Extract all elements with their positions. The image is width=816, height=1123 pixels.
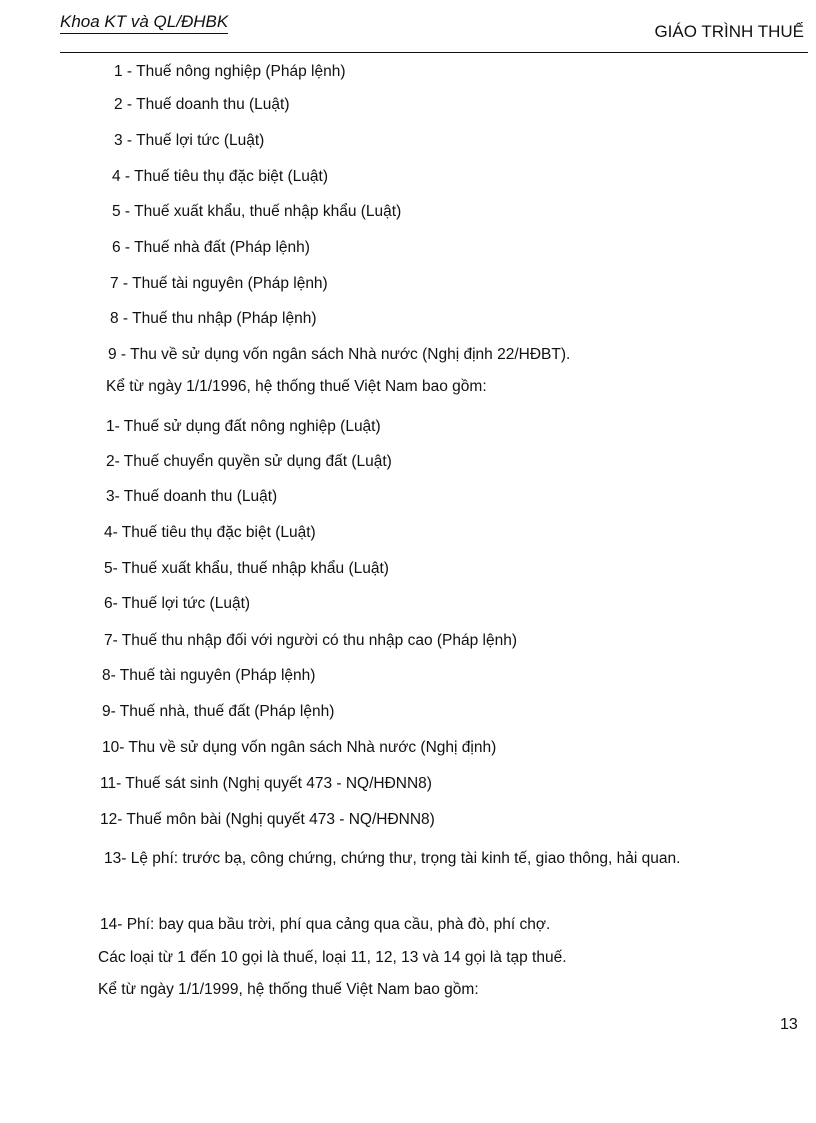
list-a-item: 9 - Thu về sử dụng vốn ngân sách Nhà nước (Nghị định 22/HĐBT).	[108, 346, 571, 363]
intro-1996: Kể từ ngày 1/1/1996, hệ thống thuế Việt Nam bao gồm:	[106, 378, 487, 395]
page-number: 13	[780, 1016, 798, 1033]
list-a-item: 1 - Thuế nông nghiệp (Pháp lệnh)	[114, 63, 346, 80]
list-b-item: 5- Thuế xuất khẩu, thuế nhập khẩu (Luật)	[104, 560, 389, 577]
list-b-item: 12- Thuế môn bài (Nghị quyết 473 - NQ/HĐNN8)	[100, 811, 435, 828]
header-rule	[60, 52, 808, 53]
list-a-item: 3 - Thuế lợi tức (Luật)	[114, 132, 265, 149]
list-b-item: 11- Thuế sát sinh (Nghị quyết 473 - NQ/HĐNN8)	[100, 775, 432, 792]
item-13: 13- Lệ phí: trước bạ, công chứng, chứng thư, trọng tài kinh tế, giao thông, hải quan.	[104, 850, 681, 867]
header-book-title: GIÁO TRÌNH THUẾ	[654, 22, 804, 41]
list-a-item: 4 - Thuế tiêu thụ đặc biệt (Luật)	[112, 168, 328, 185]
list-b-item: 4- Thuế tiêu thụ đặc biệt (Luật)	[104, 524, 316, 541]
list-a-item: 8 - Thuế thu nhập (Pháp lệnh)	[110, 310, 317, 327]
header-faculty: Khoa KT và QL/ĐHBK	[60, 12, 228, 34]
list-b-item: 9- Thuế nhà, thuế đất (Pháp lệnh)	[102, 703, 335, 720]
list-b-item: 8- Thuế tài nguyên (Pháp lệnh)	[102, 667, 316, 684]
list-b-item: 1- Thuế sử dụng đất nông nghiệp (Luật)	[106, 418, 381, 435]
list-a-item: 2 - Thuế doanh thu (Luật)	[114, 96, 290, 113]
list-b-item: 7- Thuế thu nhập đối với người có thu nhập cao (Pháp lệnh)	[104, 632, 518, 649]
intro-1999: Kể từ ngày 1/1/1999, hệ thống thuế Việt Nam bao gồm:	[98, 981, 479, 998]
item-14: 14- Phí: bay qua bầu trời, phí qua cảng qua cầu, phà đò, phí chợ.	[100, 916, 551, 933]
list-b-item: 10- Thu về sử dụng vốn ngân sách Nhà nước (Nghị định)	[102, 739, 497, 756]
summary: Các loại từ 1 đến 10 gọi là thuế, loại 11, 12, 13 và 14 gọi là tạp thuế.	[98, 949, 567, 966]
page-header	[60, 12, 804, 42]
list-a-item: 5 - Thuế xuất khẩu, thuế nhập khẩu (Luật)	[112, 203, 402, 220]
list-b-item: 3- Thuế doanh thu (Luật)	[106, 488, 278, 505]
list-b-item: 2- Thuế chuyển quyền sử dụng đất (Luật)	[106, 453, 392, 470]
list-a-item: 6 - Thuế nhà đất (Pháp lệnh)	[112, 239, 310, 256]
list-b-item: 6- Thuế lợi tức (Luật)	[104, 595, 251, 612]
list-a-item: 7 - Thuế tài nguyên (Pháp lệnh)	[110, 275, 328, 292]
